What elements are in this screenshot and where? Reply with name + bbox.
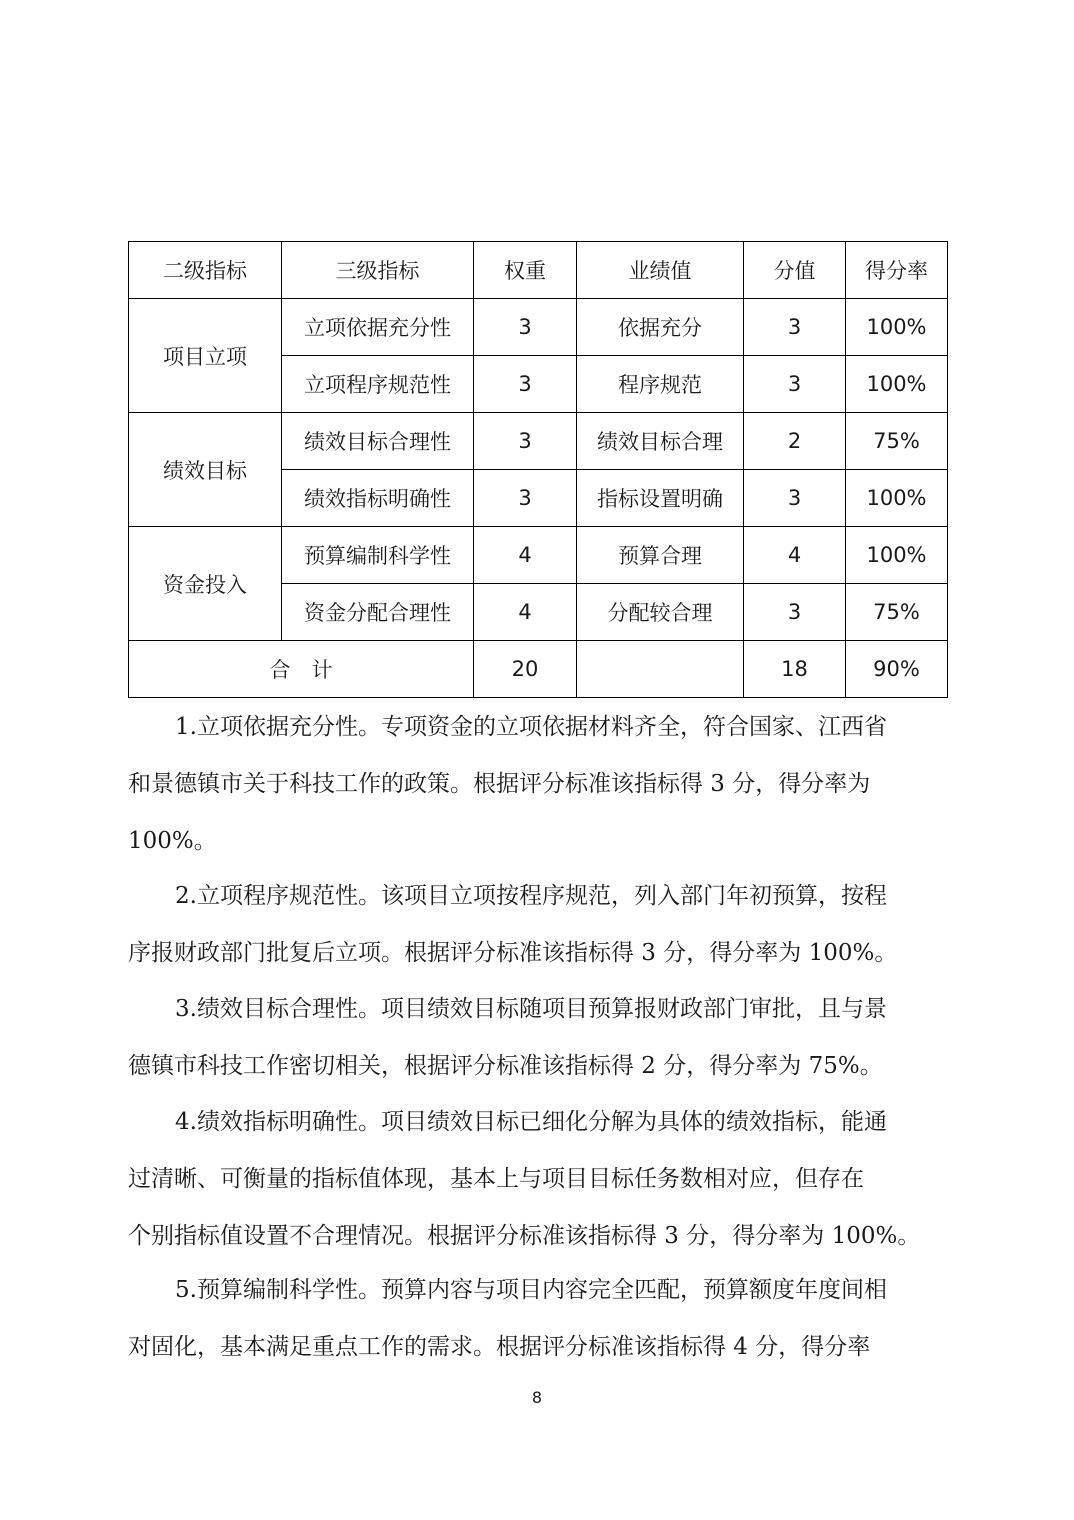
- performance-cell: 分配较合理: [577, 584, 744, 641]
- indicator-cell: 绩效指标明确性: [282, 470, 474, 527]
- indicator-cell: 绩效目标合理性: [282, 413, 474, 470]
- table-row: [129, 299, 948, 356]
- performance-cell: 依据充分: [577, 299, 744, 356]
- rate-cell: 100%: [846, 356, 948, 413]
- paragraph-2: [128, 868, 947, 982]
- paragraph-4: [128, 1094, 947, 1265]
- total-score: 18: [744, 641, 846, 698]
- paragraph-line: 对固化，基本满足重点工作的需求。根据评分标准该指标得 4 分，得分率: [128, 1334, 871, 1360]
- paragraph-line: 序报财政部门批复后立项。根据评分标准该指标得 3 分，得分率为 100%。: [128, 940, 898, 966]
- paragraph-line: 和景德镇市关于科技工作的政策。根据评分标准该指标得 3 分，得分率为: [128, 771, 871, 797]
- paragraph-3: [128, 981, 947, 1095]
- paragraph-line: 个别指标值设置不合理情况。根据评分标准该指标得 3 分，得分率为 100%。: [128, 1223, 921, 1249]
- rate-cell: 75%: [846, 413, 948, 470]
- performance-cell: 预算合理: [577, 527, 744, 584]
- rate-cell: 100%: [846, 527, 948, 584]
- score-cell: 4: [744, 527, 846, 584]
- indicator-cell: 立项程序规范性: [282, 356, 474, 413]
- table-header-row: [129, 242, 948, 299]
- performance-cell: 指标设置明确: [577, 470, 744, 527]
- indicator-cell: 立项依据充分性: [282, 299, 474, 356]
- weight-cell: 3: [474, 356, 577, 413]
- weight-cell: 3: [474, 470, 577, 527]
- page-number: 8: [531, 1388, 543, 1407]
- weight-cell: 3: [474, 299, 577, 356]
- rate-cell: 100%: [846, 299, 948, 356]
- header-cell: 业绩值: [577, 242, 744, 299]
- total-row: [129, 641, 948, 698]
- header-cell: 三级指标: [282, 242, 474, 299]
- paragraph-5: [128, 1262, 947, 1376]
- paragraph-line: 5.预算编制科学性。预算内容与项目内容完全匹配，预算额度年度间相: [175, 1277, 887, 1303]
- group-label: 项目立项: [129, 299, 282, 413]
- paragraph-line: 过清晰、可衡量的指标值体现，基本上与项目目标任务数相对应，但存在: [128, 1166, 864, 1192]
- header-cell: 二级指标: [129, 242, 282, 299]
- paragraph-line: 2.立项程序规范性。该项目立项按程序规范，列入部门年初预算，按程: [175, 883, 887, 909]
- paragraph-line: 3.绩效目标合理性。项目绩效目标随项目预算报财政部门审批，且与景: [175, 996, 887, 1022]
- weight-cell: 3: [474, 413, 577, 470]
- header-cell: 权重: [474, 242, 577, 299]
- score-cell: 3: [744, 584, 846, 641]
- paragraph-1: [128, 699, 947, 870]
- rate-cell: 100%: [846, 470, 948, 527]
- indicator-cell: 资金分配合理性: [282, 584, 474, 641]
- group-label: 绩效目标: [129, 413, 282, 527]
- total-weight: 20: [474, 641, 577, 698]
- score-cell: 3: [744, 299, 846, 356]
- weight-cell: 4: [474, 584, 577, 641]
- weight-cell: 4: [474, 527, 577, 584]
- group-label: 资金投入: [129, 527, 282, 641]
- table-row: [129, 527, 948, 584]
- performance-cell: 程序规范: [577, 356, 744, 413]
- paragraph-line: 100%。: [128, 828, 217, 854]
- total-label: 合 计: [129, 641, 474, 698]
- score-cell: 3: [744, 356, 846, 413]
- indicator-cell: 预算编制科学性: [282, 527, 474, 584]
- header-cell: 分值: [744, 242, 846, 299]
- score-cell: 3: [744, 470, 846, 527]
- score-table: [128, 241, 948, 698]
- header-cell: 得分率: [846, 242, 948, 299]
- total-rate: 90%: [846, 641, 948, 698]
- paragraph-line: 1.立项依据充分性。专项资金的立项依据材料齐全，符合国家、江西省: [175, 714, 887, 740]
- performance-cell: 绩效目标合理: [577, 413, 744, 470]
- total-performance: [577, 641, 744, 698]
- score-cell: 2: [744, 413, 846, 470]
- paragraph-line: 德镇市科技工作密切相关，根据评分标准该指标得 2 分，得分率为 75%。: [128, 1053, 883, 1079]
- paragraph-line: 4.绩效指标明确性。项目绩效目标已细化分解为具体的绩效指标，能通: [175, 1109, 887, 1135]
- rate-cell: 75%: [846, 584, 948, 641]
- table-row: [129, 413, 948, 470]
